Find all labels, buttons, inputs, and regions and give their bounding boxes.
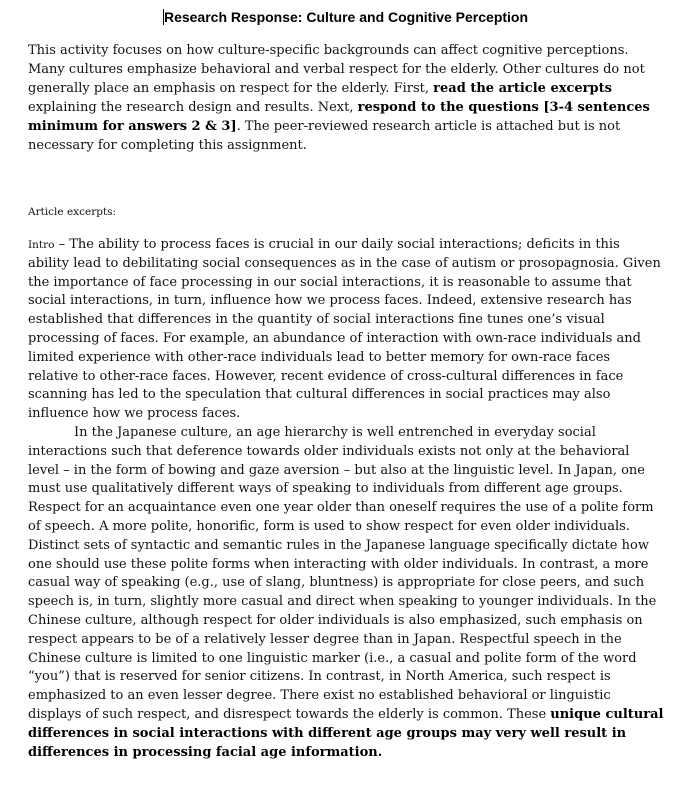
culture-bold-conclusion: unique cultural differences in social interactions with different age groups may very well result in differences in processing facial age information. — [28, 706, 664, 760]
instructions-bold-2: respond to the questions [3-4 sentences minimum for answers 2 & 3] — [28, 99, 650, 134]
excerpts-label: Article excerpts: — [28, 206, 117, 218]
intro-tag: Intro — [28, 239, 55, 251]
culture-text: In the Japanese culture, an age hierarchy is well entrenched in everyday social interactions such that deference towards older individuals exists not only at the behavioral level – in the form of bowing and gaze aversion – but also at the linguistic level. In Japan, one must use qualitatively different ways of speaking to individuals from different age groups. Respect for an acquaintance even one year older than oneself requires the use of a polite form of speech. A more polite, honorific, form is used to show respect for even older individuals. Distinct sets of syntactic and semantic rules in the Japanese language specifically dictate how one should use these polite forms when interacting with older individuals. In contrast, a more casual way of speaking (e.g., use of slang, bluntness) is appropriate for close peers, and such speech is, in turn, slightly more casual and direct when speaking to younger individuals. In the Chinese culture, although respect for older individuals is also emphasized, such emphasis on respect appears to be of a relatively lesser degree than in Japan. Respectful speech in the Chinese culture is limited to one linguistic marker (i.e., a casual and polite form of the word “you”) that is reserved for senior citizens. In contrast, in North America, such respect is emphasized to an even lesser degree. There exist no established behavioral or linguistic displays of such respect, and disrespect towards the elderly is common. These — [28, 424, 657, 722]
intro-text: – The ability to process faces is crucial in our daily social interactions; deficits in this ability lead to debilitating social consequences as in the case of autism or prosopagnosia. Given the importance of face processing in our social interactions, it is reasonable to assume that social interactions, in turn, influence how we process faces. Indeed, extensive research has established that differences in the quantity of social interactions fine tunes one’s visual processing of faces. For example, an abundance of interaction with own-race individuals and limited experience with other-race individuals lead to better memory for own-race faces relative to other-race faces. However, recent evidence of cross-cultural differences in face scanning has led to the speculation that cultural differences in social practices may also influence how we process faces. — [28, 237, 661, 422]
instructions-text-3: . The peer-reviewed research article is attached but is not necessary for completing this assignment. — [28, 118, 621, 153]
instructions-text-2: explaining the research design and results. Next, — [28, 99, 358, 115]
intro-paragraph — [28, 236, 664, 424]
page-title: Research Response: Culture and Cognitive Perception — [163, 9, 529, 25]
culture-paragraph — [28, 424, 664, 762]
instructions-paragraph — [28, 42, 664, 155]
article-excerpts — [28, 236, 664, 762]
instructions-bold-1: read the article excerpts — [433, 80, 612, 96]
instructions-text-1: This activity focuses on how culture-specific backgrounds can affect cognitive perceptions. Many cultures emphasize behavioral and verbal respect for the elderly. Other cultures do not generally place an emphasis on respect for the elderly. First, — [28, 43, 645, 96]
